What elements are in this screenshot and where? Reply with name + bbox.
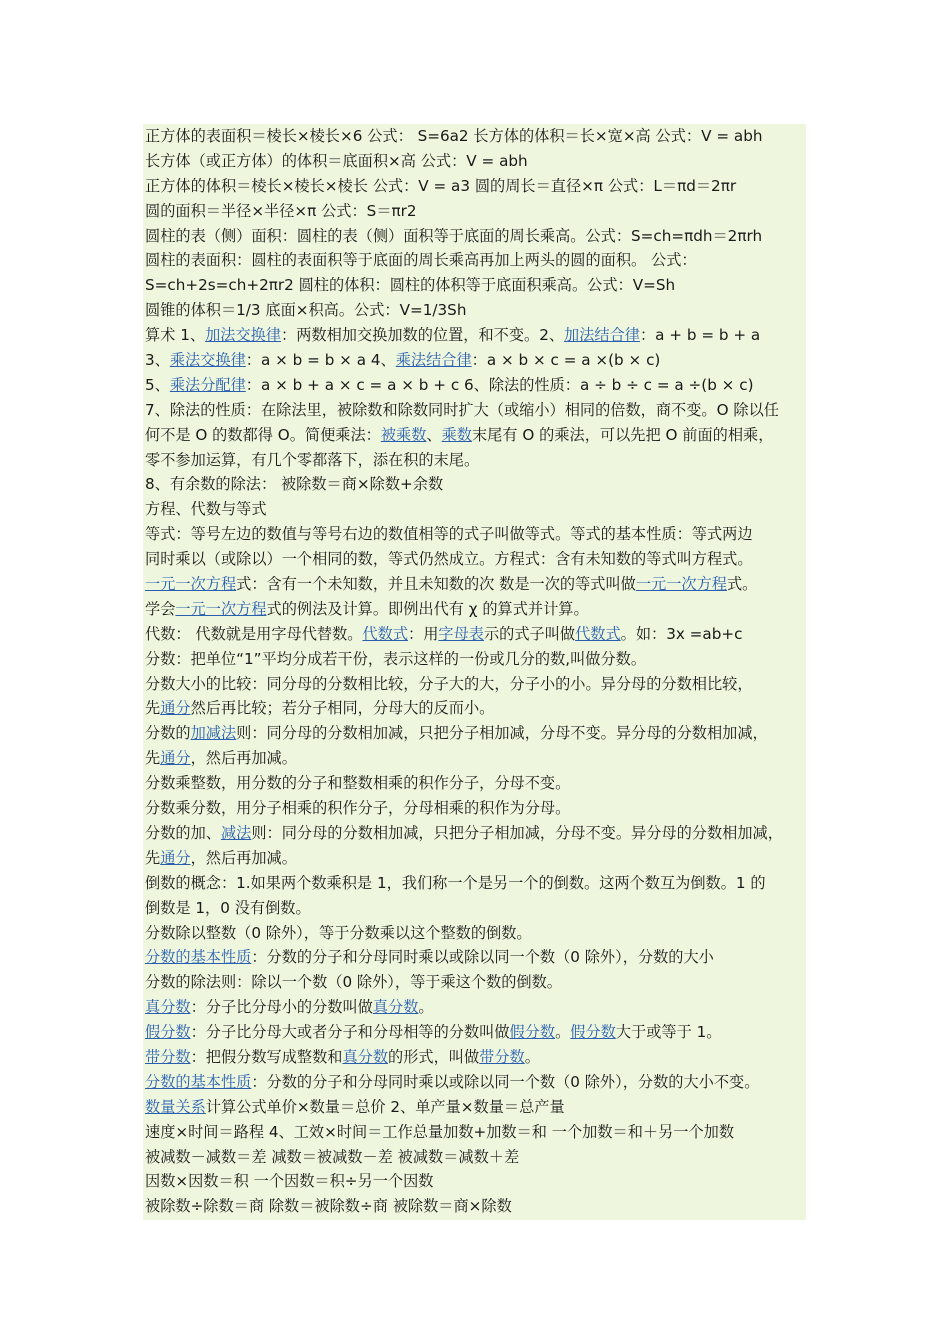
text-segment: 正方体的表面积＝棱长×棱长×6 公式： S=6a2 长方体的体积＝长×宽×高 公式：V = abh	[145, 127, 763, 145]
term-link[interactable]: 通分	[160, 749, 191, 768]
text-line	[143, 522, 806, 547]
text-segment: ：a × b × c = a ×(b × c)	[471, 351, 661, 370]
text-segment: ：用	[408, 624, 439, 643]
text-segment: 圆的面积＝半径×半径×π 公式：S＝πr2	[145, 201, 417, 220]
text-segment: ：分数的分子和分母同时乘以或除以同一个数（0 除外），分数的大小	[251, 948, 714, 967]
text-line	[143, 1045, 806, 1070]
text-line	[143, 647, 806, 672]
text-segment: ：分子比分母小的分数叫做	[190, 998, 373, 1017]
text-segment: 。	[418, 998, 434, 1017]
text-line	[143, 398, 806, 423]
text-segment: 则：同分母的分数相加减，只把分子相加减，分母不变。异分母的分数相加减，	[251, 823, 783, 842]
text-line	[143, 721, 806, 746]
text-segment: 代数： 代数就是用字母代替数。	[145, 624, 363, 643]
text-segment: 倒数的概念：1.如果两个数乘积是 1，我们称一个是另一个的倒数。这两个数互为倒数。1 的	[145, 873, 766, 892]
term-link[interactable]: 分数的基本性质	[145, 1072, 252, 1091]
text-segment: ，然后再加减。	[190, 848, 297, 867]
text-line	[143, 597, 806, 622]
term-link[interactable]: 减法	[220, 823, 252, 842]
text-line	[143, 796, 806, 821]
term-link[interactable]: 一元一次方程	[145, 575, 237, 594]
text-segment: 。	[524, 1047, 540, 1066]
text-segment: 分数大小的比较：同分母的分数相比较，分子大的大，分子小的小。异分母的分数相比较，	[145, 674, 753, 693]
term-link[interactable]: 一元一次方程	[175, 599, 267, 618]
text-segment: 倒数是 1，0 没有倒数。	[145, 898, 311, 917]
term-link[interactable]: 字母表	[438, 624, 484, 643]
text-segment: 式：含有一个未知数，并且未知数的次 数是一次的等式叫做	[236, 575, 636, 594]
term-link[interactable]: 乘法分配律	[169, 375, 246, 394]
term-link[interactable]: 带分数	[145, 1047, 191, 1066]
term-link[interactable]: 真分数	[372, 998, 419, 1017]
text-segment: 3、	[145, 351, 170, 370]
text-segment: ：把假分数写成整数和	[190, 1047, 343, 1066]
text-segment: ：分子比分母大或者分子和分母相等的分数叫做	[190, 1023, 510, 1042]
text-segment: 先	[145, 749, 161, 768]
text-line	[143, 298, 806, 323]
text-segment: 圆柱的表面积：圆柱的表面积等于底面的周长乘高再加上两头的圆的面积。 公式：	[145, 251, 697, 270]
text-line	[143, 497, 806, 522]
text-segment: 何不是 O 的数都得 O。简便乘法：	[145, 425, 381, 444]
term-link[interactable]: 一元一次方程	[635, 575, 727, 594]
term-link[interactable]: 真分数	[145, 998, 191, 1017]
term-link[interactable]: 假分数	[570, 1023, 616, 1042]
text-segment: ：a × b = b × a 4、	[245, 351, 396, 370]
text-line	[143, 174, 806, 199]
text-segment: 学会	[145, 599, 176, 618]
text-segment: 的形式，叫做	[388, 1047, 480, 1066]
text-segment: 分数的	[145, 724, 191, 743]
term-link[interactable]: 加法结合律	[564, 326, 640, 345]
text-line	[143, 124, 806, 149]
text-line	[143, 1120, 806, 1145]
term-link[interactable]: 乘法结合律	[395, 351, 472, 370]
text-line	[143, 1095, 806, 1120]
text-segment: 。如：3x =ab+c	[620, 624, 743, 643]
text-segment: 先	[145, 699, 161, 718]
text-line	[143, 746, 806, 771]
text-segment: 式的例法及计算。即例出代有 χ 的算式并计算。	[266, 599, 589, 618]
term-link[interactable]: 被乘数	[380, 425, 427, 444]
text-segment: 正方体的体积＝棱长×棱长×棱长 公式：V = a3 圆的周长＝直径×π 公式：L＝πd＝2πr	[145, 176, 737, 195]
text-segment: 因数×因数＝积 一个因数＝积÷另一个因数	[145, 1172, 434, 1191]
text-segment: 先	[145, 848, 161, 867]
text-segment: 方程、代数与等式	[145, 500, 267, 519]
text-line	[143, 896, 806, 921]
document-body	[143, 124, 806, 1220]
text-line	[143, 1194, 806, 1219]
text-segment: 零不参加运算，有几个零都落下，添在积的末尾。	[145, 450, 480, 469]
text-line	[143, 348, 806, 373]
text-segment: 算术 1、	[145, 326, 206, 345]
term-link[interactable]: 数量关系	[145, 1097, 206, 1116]
text-segment: 则：同分母的分数相加减，只把分子相加减，分母不变。异分母的分数相加减，	[236, 724, 768, 743]
text-line	[143, 696, 806, 721]
text-line	[143, 1070, 806, 1095]
text-segment: 被减数－减数＝差 减数＝被减数－差 被减数＝减数＋差	[145, 1147, 520, 1166]
text-line	[143, 248, 806, 273]
text-segment: 长方体（或正方体）的体积＝底面积×高 公式：V = abh	[145, 151, 528, 170]
text-segment: 5、	[145, 375, 170, 394]
text-line	[143, 448, 806, 473]
term-link[interactable]: 通分	[160, 699, 191, 718]
text-line	[143, 273, 806, 298]
text-line	[143, 921, 806, 946]
text-line	[143, 771, 806, 796]
text-segment: 等式：等号左边的数值与等号右边的数值相等的式子叫做等式。等式的基本性质：等式两边	[145, 525, 753, 544]
text-segment: 圆柱的表（侧）面积：圆柱的表（侧）面积等于底面的周长乘高。公式：S=ch=πdh＝2πrh	[145, 226, 763, 245]
term-link[interactable]: 分数的基本性质	[145, 948, 252, 967]
text-line	[143, 970, 806, 995]
text-line	[143, 1145, 806, 1170]
text-line	[143, 373, 806, 398]
term-link[interactable]: 代数式	[362, 624, 409, 643]
text-segment: 速度×时间＝路程 4、工效×时间＝工作总量加数+加数＝和 一个加数＝和＋另一个加数	[145, 1122, 735, 1141]
text-line	[143, 1169, 806, 1194]
text-segment: 分数乘整数，用分数的分子和整数相乘的积作分子，分母不变。	[145, 774, 571, 793]
text-line	[143, 1020, 806, 1045]
text-segment: 计算公式单价×数量＝总价 2、单产量×数量＝总产量	[205, 1097, 565, 1116]
text-line	[143, 871, 806, 896]
text-segment: S=ch+2s=ch+2πr2 圆柱的体积：圆柱的体积等于底面积乘高。公式：V=Sh	[145, 276, 676, 295]
text-segment: 分数的除法则：除以一个数（0 除外），等于乘这个数的倒数。	[145, 973, 562, 992]
term-link[interactable]: 加减法	[190, 724, 237, 743]
text-line	[143, 622, 806, 647]
text-segment: ：分数的分子和分母同时乘以或除以同一个数（0 除外），分数的大小不变。	[251, 1072, 760, 1091]
term-link[interactable]: 代数式	[575, 624, 621, 643]
term-link[interactable]: 加法交换律	[205, 326, 281, 345]
text-line	[143, 945, 806, 970]
text-segment: 8、有余数的除法： 被除数＝商×除数+余数	[145, 475, 444, 494]
text-line	[143, 672, 806, 697]
text-segment: 然后再比较；若分子相同，分母大的反而小。	[190, 699, 495, 718]
text-segment: ：a + b = b + a	[639, 326, 761, 345]
text-line	[143, 149, 806, 174]
text-segment: 。	[555, 1023, 571, 1042]
text-line	[143, 323, 806, 348]
text-line	[143, 572, 806, 597]
text-segment: 末尾有 O 的乘法，可以先把 O 前面的相乘，	[471, 425, 774, 444]
text-segment: 分数的加、	[145, 823, 221, 842]
term-link[interactable]: 通分	[160, 848, 191, 867]
text-segment: 7、除法的性质：在除法里，被除数和除数同时扩大（或缩小）相同的倍数，商不变。O 除以任	[145, 400, 779, 419]
term-link[interactable]: 乘法交换律	[169, 351, 246, 370]
term-link[interactable]: 乘数	[441, 425, 472, 444]
text-segment: ，然后再加减。	[190, 749, 297, 768]
text-segment: 分数乘分数，用分子相乘的积作分子，分母相乘的积作为分母。	[145, 799, 571, 818]
term-link[interactable]: 假分数	[509, 1023, 556, 1042]
text-line	[143, 423, 806, 448]
text-segment: 被除数÷除数＝商 除数＝被除数÷商 被除数＝商×除数	[145, 1197, 512, 1216]
text-segment: 圆锥的体积＝1/3 底面×积高。公式：V=1/3Sh	[145, 301, 467, 320]
text-segment: 、	[426, 425, 442, 444]
text-segment: 大于或等于 1。	[615, 1023, 722, 1042]
text-line	[143, 995, 806, 1020]
term-link[interactable]: 真分数	[342, 1047, 388, 1066]
text-segment: 分数：把单位“1”平均分成若干份，表示这样的一份或几分的数,叫做分数。	[145, 649, 647, 668]
text-line	[143, 547, 806, 572]
text-segment: 同时乘以（或除以）一个相同的数，等式仍然成立。方程式：含有未知数的等式叫方程式。	[145, 550, 753, 569]
text-segment: ：两数相加交换加数的位置，和不变。2、	[281, 326, 565, 345]
text-line	[143, 846, 806, 871]
text-segment: 分数除以整数（0 除外），等于分数乘以这个整数的倒数。	[145, 923, 532, 942]
text-line	[143, 472, 806, 497]
text-line	[143, 199, 806, 224]
text-line	[143, 224, 806, 249]
term-link[interactable]: 假分数	[145, 1023, 191, 1042]
text-line	[143, 821, 806, 846]
text-segment: 式。	[726, 575, 758, 594]
term-link[interactable]: 带分数	[479, 1047, 525, 1066]
text-segment: ：a × b + a × c = a × b + c 6、除法的性质：a ÷ b ÷ c = a ÷(b × c)	[245, 375, 754, 394]
text-segment: 示的式子叫做	[483, 624, 576, 643]
